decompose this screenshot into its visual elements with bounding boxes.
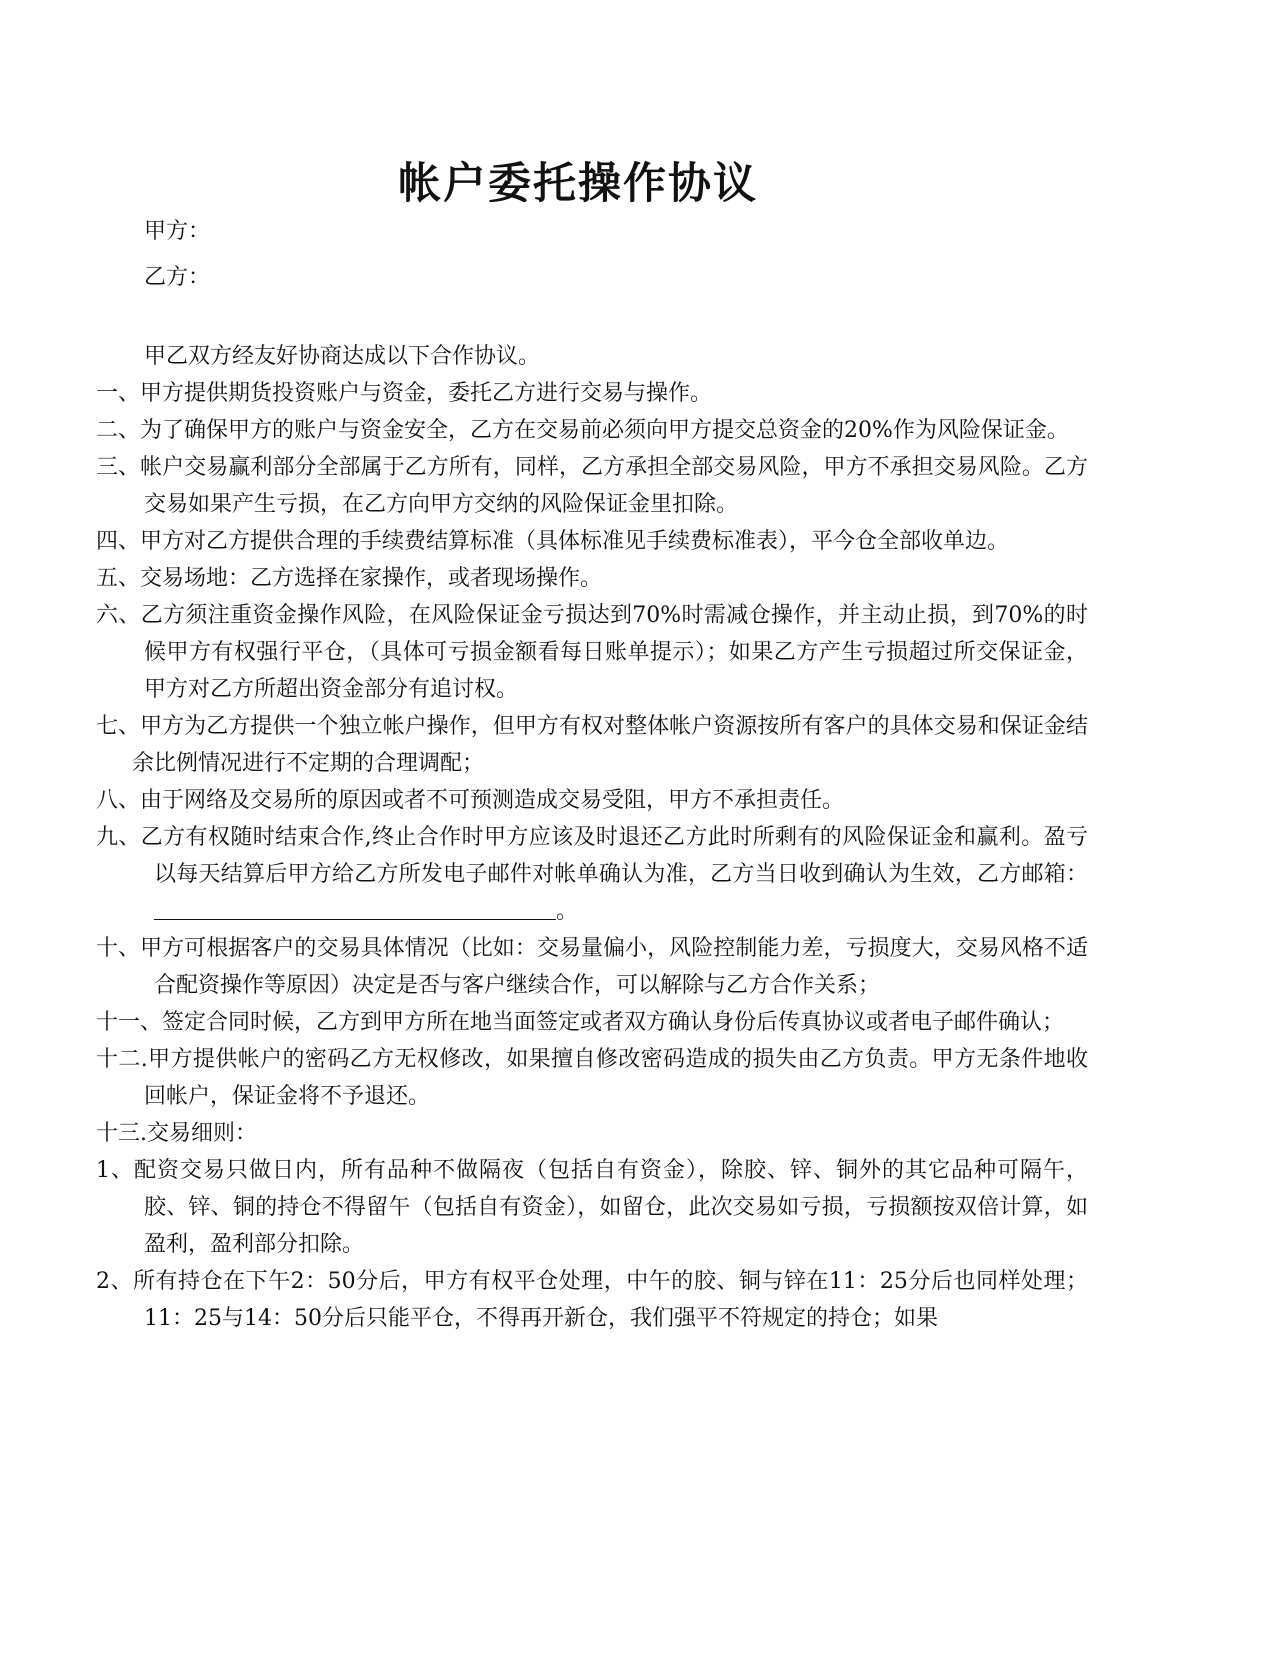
clause-number: 十、 [96,936,141,961]
rule-text: 所有持仓在下午2：50分后，甲方有权平仓处理，中午的胶、铜与锌在11：25分后也同样处理；11：25与14：50分后只能平仓，不得再开新仓，我们强平不符规定的持仓；如果 [133,1269,1089,1331]
clause-text: 甲方可根据客户的交易具体情况（比如：交易量偏小，风险控制能力差，亏损度大，交易风格不适合配资操作等原因）决定是否与客户继续合作，可以解除与乙方合作关系； [140,936,1088,998]
intro-paragraph: 甲乙双方经友好协商达成以下合作协议。 [144,344,541,369]
clause-6 [96,597,1088,708]
clause-text: 甲方对乙方提供合理的手续费结算标准（具体标准见手续费标准表），平今仓全部收单边。 [140,529,1010,554]
clause-text: 交易场地：乙方选择在家操作，或者现场操作。 [140,566,603,591]
party-b-label: 乙方： [144,265,211,290]
clause-4 [96,523,1088,560]
clause-number: 一、 [96,381,141,406]
clause-text: 签定合同时候，乙方到甲方所在地当面签定或者双方确认身份后传真协议或者电子邮件确认； [162,1010,1065,1035]
clause-13 [96,1115,1088,1152]
clause-tail: 。 [556,899,579,924]
clause-2 [96,412,1088,449]
clause-text: 交易细则： [147,1121,258,1146]
document-title: 帐户委托操作协议 [398,159,758,209]
clause-12 [96,1041,1088,1115]
clause-5 [96,560,1088,597]
clause-number: 四、 [96,529,141,554]
clause-number: 二、 [96,418,141,443]
clause-3 [96,449,1088,523]
clause-9 [96,819,1088,930]
agreement-body [96,338,1088,1337]
clause-text: 为了确保甲方的账户与资金安全，乙方在交易前必须向甲方提交总资金的20%作为风险保证金。 [140,418,1069,443]
clause-text: 甲方提供帐户的密码乙方无权修改，如果擅自修改密码造成的损失由乙方负责。甲方无条件地收回帐户，保证金将不予退还。 [144,1047,1088,1109]
clause-10 [96,930,1088,1004]
clause-text: 帐户交易赢利部分全部属于乙方所有，同样，乙方承担全部交易风险，甲方不承担交易风险。乙方交易如果产生亏损，在乙方向甲方交纳的风险保证金里扣除。 [140,455,1088,517]
clause-text: 甲方提供期货投资账户与资金，委托乙方进行交易与操作。 [140,381,713,406]
rule-text: 配资交易只做日内，所有品种不做隔夜（包括自有资金），除胶、锌、铜外的其它品种可隔午，胶、锌、铜的持仓不得留午（包括自有资金），如留仓，此次交易如亏损，亏损额按双倍计算，如盈利，盈利部分扣除。 [134,1158,1088,1257]
clause-number: 三、 [96,455,141,480]
party-a-label: 甲方： [144,219,211,244]
clause-8 [96,782,1088,819]
clause-text: 乙方须注重资金操作风险，在风险保证金亏损达到70%时需减仓操作，并主动止损，到70%的时候甲方有权强行平仓，（具体可亏损金额看每日账单提示）；如果乙方产生亏损超过所交保证金，甲方对乙方所超出资金部分有追讨权。 [140,603,1088,702]
rule-1 [96,1152,1088,1263]
clause-number: 五、 [96,566,141,591]
clause-number: 九、 [96,825,141,850]
clause-number: 十一、 [96,1010,163,1035]
rule-number: 1、 [96,1158,134,1183]
clause-text: 乙方有权随时结束合作,终止合作时甲方应该及时退还乙方此时所剩有的风险保证金和赢利。盈亏以每天结算后甲方给乙方所发电子邮件对帐单确认为准，乙方当日收到确认为生效，乙方邮箱： [140,825,1088,887]
email-blank-line [154,895,556,920]
clause-11 [96,1004,1088,1041]
clause-number: 十二. [96,1047,148,1072]
rule-2 [96,1263,1088,1337]
clause-number: 十三. [96,1121,147,1146]
clause-text: 甲方为乙方提供一个独立帐户操作，但甲方有权对整体帐户资源按所有客户的具体交易和保证金结余比例情况进行不定期的合理调配； [132,714,1088,776]
clause-number: 七、 [96,714,141,739]
clause-text: 由于网络及交易所的原因或者不可预测造成交易受阻，甲方不承担责任。 [140,788,845,813]
rule-number: 2、 [96,1269,134,1294]
clause-1 [96,375,1088,412]
clause-number: 六、 [96,603,141,628]
clause-7 [96,708,1088,782]
clause-number: 八、 [96,788,141,813]
